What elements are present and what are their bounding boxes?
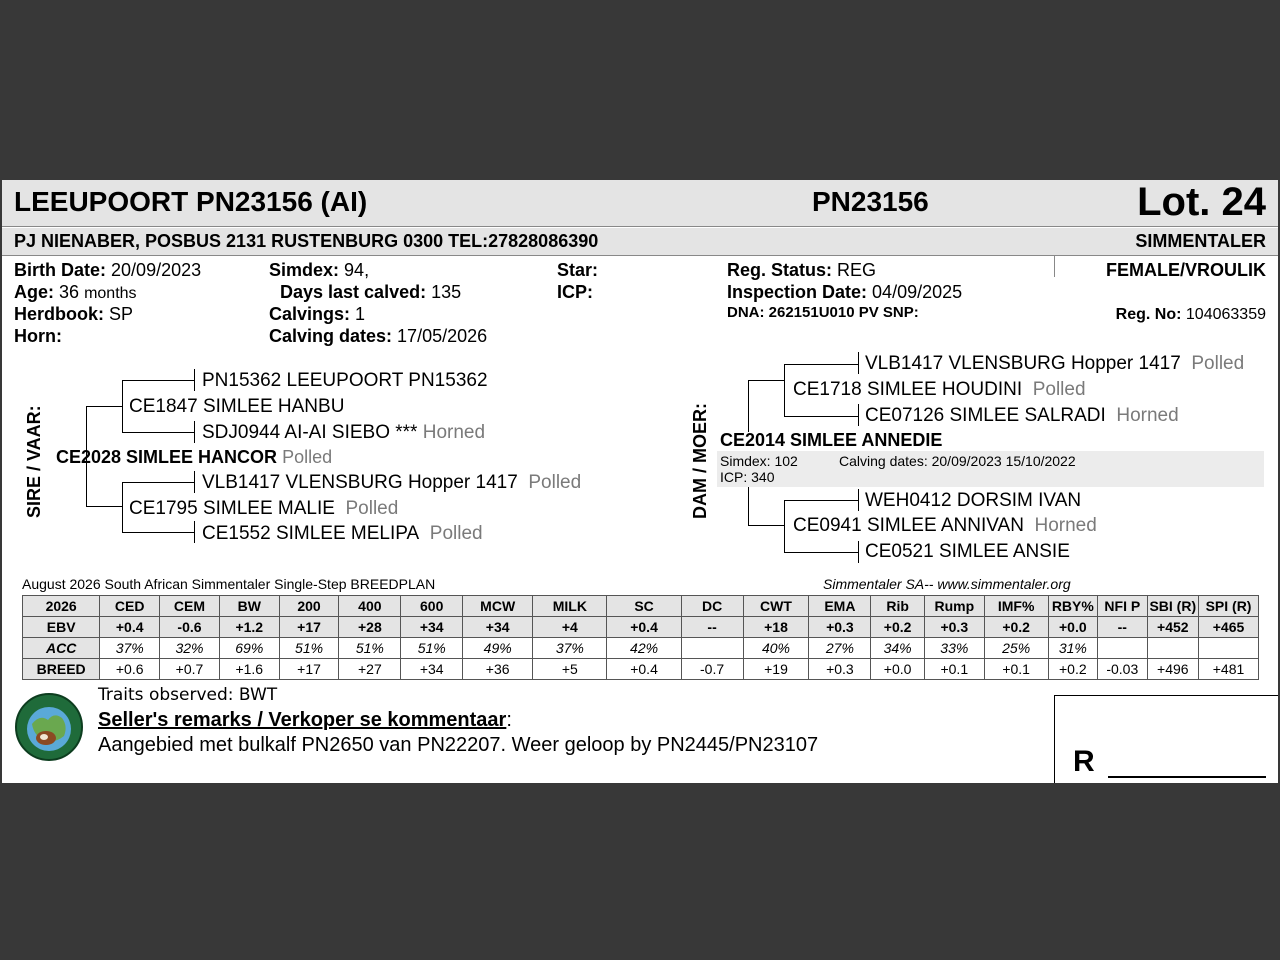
ebv-cell: 33% (924, 638, 984, 659)
reg-status: Reg. Status: REG (727, 260, 877, 280)
dna-info: DNA: 262151U010 PV SNP: (727, 304, 919, 321)
ebv-cell: +0.4 (607, 659, 681, 680)
calvings: Calvings: 1 (269, 304, 366, 324)
ebv-column-header: Rib (871, 596, 925, 617)
days-last-calved: Days last calved: 135 (280, 282, 462, 302)
simdex: Simdex: 94, (269, 260, 370, 280)
ebv-cell: +0.1 (924, 659, 984, 680)
ebv-cell: 51% (401, 638, 463, 659)
ebv-cell: +0.2 (984, 617, 1048, 638)
ebv-column-header: DC (681, 596, 743, 617)
ebv-column-header: IMF% (984, 596, 1048, 617)
dam-dam-dam: CE0521 SIMLEE ANSIE (865, 541, 1070, 562)
ebv-row-label: BREED (23, 659, 100, 680)
ebv-cell: +452 (1147, 617, 1199, 638)
ebv-cell: +465 (1199, 617, 1259, 638)
ebv-cell: +17 (279, 617, 339, 638)
ebv-cell: -- (1098, 617, 1147, 638)
ebv-cell: 34% (871, 638, 925, 659)
ebv-cell: 51% (279, 638, 339, 659)
ebv-column-header: EMA (809, 596, 871, 617)
ebv-table (22, 595, 1259, 680)
sire-sire: CE1847 SIMLEE HANBU (129, 396, 345, 417)
ebv-cell: +17 (279, 659, 339, 680)
sire-label: SIRE / VAAR: (24, 405, 44, 518)
ebv-cell (1147, 638, 1199, 659)
breedplan-title: August 2026 South African Simmentaler Single-Step BREEDPLAN (22, 576, 436, 592)
dam-simdex: Simdex: 102 (720, 453, 798, 469)
ebv-cell: 42% (607, 638, 681, 659)
ebv-cell: +36 (463, 659, 533, 680)
ebv-cell: +0.1 (984, 659, 1048, 680)
ebv-cell: +1.6 (219, 659, 279, 680)
ebv-cell: 27% (809, 638, 871, 659)
ebv-cell: -0.7 (681, 659, 743, 680)
ebv-column-header: MCW (463, 596, 533, 617)
lot-number: Lot. 24 (1137, 180, 1266, 224)
sire-dam-sire: VLB1417 VLENSBURG Hopper 1417 Polled (202, 472, 582, 493)
ebv-cell: 37% (533, 638, 607, 659)
ebv-column-header: CEM (160, 596, 220, 617)
ebv-cell: +0.7 (160, 659, 220, 680)
result-line (1108, 776, 1266, 778)
reg-no: Reg. No: 104063359 (1115, 306, 1266, 323)
ebv-row-acc (23, 638, 1259, 659)
ebv-column-header: 200 (279, 596, 339, 617)
ebv-cell: +0.3 (924, 617, 984, 638)
ebv-column-header: CED (100, 596, 160, 617)
ebv-column-header: SC (607, 596, 681, 617)
ebv-cell: -0.03 (1098, 659, 1147, 680)
ebv-cell: +5 (533, 659, 607, 680)
ebv-column-header: 400 (339, 596, 401, 617)
star-label: Star: (557, 260, 599, 280)
sire-dam: CE1795 SIMLEE MALIE Polled (129, 498, 399, 519)
ebv-cell: +0.0 (1048, 617, 1097, 638)
ebv-cell: +0.3 (809, 659, 871, 680)
ebv-row-label: ACC (23, 638, 100, 659)
ebv-cell: 51% (339, 638, 401, 659)
birth-date: Birth Date: 20/09/2023 (14, 260, 202, 280)
breed-name: SIMMENTALER (1135, 231, 1266, 251)
ebv-header-row (23, 596, 1259, 617)
dam-dam: CE0941 SIMLEE ANNIVAN Horned (793, 515, 1097, 536)
ebv-column-header: SBI (R) (1147, 596, 1199, 617)
ebv-cell: +34 (401, 617, 463, 638)
horn: Horn: (14, 326, 62, 346)
sire-sire-sire: PN15362 LEEUPOORT PN15362 (202, 370, 488, 391)
dam-label: DAM / MOER: (690, 403, 710, 519)
ebv-column-header: NFI P (1098, 596, 1147, 617)
animal-id: PN23156 (812, 186, 929, 217)
ebv-cell: +4 (533, 617, 607, 638)
ebv-cell: +0.4 (607, 617, 681, 638)
ebv-column-header: SPI (R) (1199, 596, 1259, 617)
ebv-cell: +496 (1147, 659, 1199, 680)
ebv-cell (1199, 638, 1259, 659)
ebv-cell: 37% (100, 638, 160, 659)
inspection-date: Inspection Date: 04/09/2025 (727, 282, 963, 302)
ebv-column-header: 600 (401, 596, 463, 617)
ebv-column-header: 2026 (23, 596, 100, 617)
ebv-row-label: EBV (23, 617, 100, 638)
remarks-text: Aangebied met bulkalf PN2650 van PN22207. Weer geloop by PN2445/PN23107 (98, 734, 819, 756)
ebv-cell: +0.0 (871, 659, 925, 680)
age: Age: 36 months (14, 282, 137, 302)
sire-dam-dam: CE1552 SIMLEE MELIPA Polled (202, 523, 483, 544)
ebv-cell (681, 638, 743, 659)
ebv-cell (1098, 638, 1147, 659)
ebv-cell: 31% (1048, 638, 1097, 659)
ebv-cell: -0.6 (160, 617, 220, 638)
dam-sire-dam: CE07126 SIMLEE SALRADI Horned (865, 405, 1179, 426)
ebv-cell: +18 (743, 617, 809, 638)
lot-card (2, 180, 1278, 783)
owner-info: PJ NIENABER, POSBUS 2131 RUSTENBURG 0300 TEL:27828086390 (14, 231, 599, 251)
traits-observed: Traits observed: BWT (98, 685, 278, 705)
ebv-cell: +27 (339, 659, 401, 680)
ebv-cell: +0.6 (100, 659, 160, 680)
breedplan-source: Simmentaler SA-- www.simmentaler.org (823, 576, 1071, 592)
animal-name: LEEUPOORT PN23156 (AI) (14, 186, 368, 217)
herdbook: Herdbook: SP (14, 304, 134, 324)
dam-calving-dates: Calving dates: 20/09/2023 15/10/2022 (839, 453, 1076, 469)
calving-dates: Calving dates: 17/05/2026 (269, 326, 488, 346)
ebv-cell: +481 (1199, 659, 1259, 680)
ebv-cell: +0.3 (809, 617, 871, 638)
ebv-column-header: Rump (924, 596, 984, 617)
ebv-cell: -- (681, 617, 743, 638)
ebv-column-header: CWT (743, 596, 809, 617)
ebv-cell: +34 (463, 617, 533, 638)
ebv-cell: +0.4 (100, 617, 160, 638)
ebv-cell: +28 (339, 617, 401, 638)
dam-sire-sire: VLB1417 VLENSBURG Hopper 1417 Polled (865, 353, 1245, 374)
dam-icp: ICP: 340 (720, 469, 775, 485)
ebv-cell: +0.2 (871, 617, 925, 638)
dam-dam-sire: WEH0412 DORSIM IVAN (865, 490, 1082, 511)
ebv-cell: 49% (463, 638, 533, 659)
ebv-cell: +19 (743, 659, 809, 680)
result-label: R (1073, 745, 1095, 778)
ebv-cell: +1.2 (219, 617, 279, 638)
dam: CE2014 SIMLEE ANNEDIE (720, 430, 943, 450)
sex: FEMALE/VROULIK (1106, 260, 1266, 280)
sire-sire-dam: SDJ0944 AI-AI SIEBO *** Horned (202, 422, 486, 443)
ebv-column-header: BW (219, 596, 279, 617)
ebv-cell: +34 (401, 659, 463, 680)
remarks-heading: Seller's remarks / Verkoper se kommentaar: (98, 709, 512, 731)
ebv-column-header: MILK (533, 596, 607, 617)
icp-label: ICP: (557, 282, 593, 302)
ebv-cell: 40% (743, 638, 809, 659)
simmentaler-logo-icon (14, 692, 84, 762)
sire: CE2028 SIMLEE HANCOR Polled (56, 447, 333, 467)
ebv-row-ebv (23, 617, 1259, 638)
ebv-column-header: RBY% (1048, 596, 1097, 617)
dam-sire: CE1718 SIMLEE HOUDINI Polled (793, 379, 1086, 400)
ebv-cell: +0.2 (1048, 659, 1097, 680)
ebv-row-breed (23, 659, 1259, 680)
ebv-cell: 25% (984, 638, 1048, 659)
ebv-cell: 32% (160, 638, 220, 659)
ebv-cell: 69% (219, 638, 279, 659)
